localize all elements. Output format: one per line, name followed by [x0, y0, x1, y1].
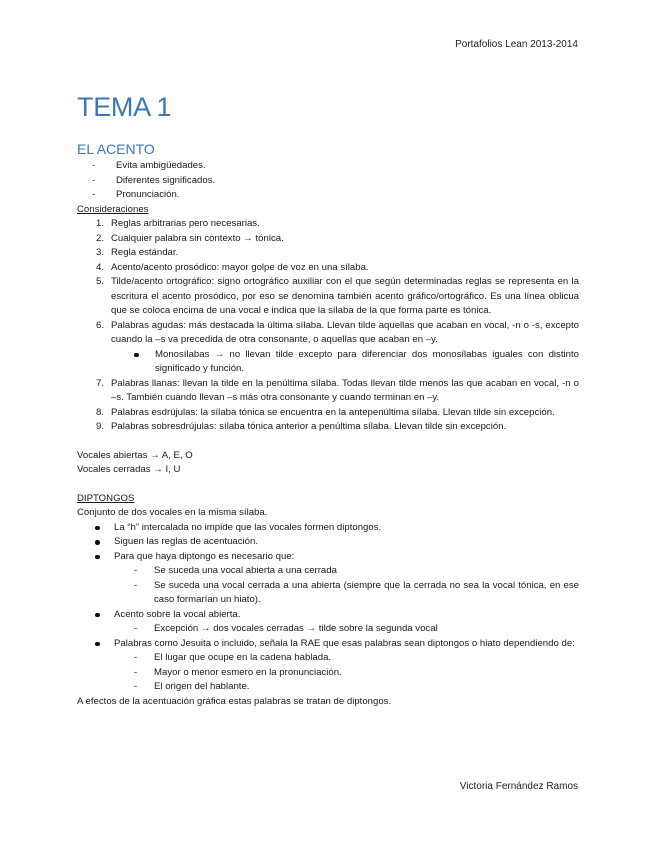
item-number: 7. — [96, 377, 105, 389]
list-item — [77, 217, 579, 232]
consideraciones-list-continued — [77, 377, 579, 435]
monosilabas-list — [77, 348, 579, 377]
item-text: Para que haya diptongo es necesario que: — [114, 550, 295, 562]
acento-list — [77, 159, 579, 203]
item-text: Palabras llanas: llevan la tilde en la penúltima sílaba. Todas llevan tilde menos las que acaban en vocal, -n o –s. También cuando llevan –s más otra consonante y cuando terminan en –y. — [111, 377, 579, 403]
list-item — [77, 275, 579, 319]
list-item — [77, 232, 579, 247]
page-title: TEMA 1 — [77, 92, 172, 122]
document-body — [77, 140, 579, 709]
vocales-abiertas: Vocales abiertas → A, E, O — [77, 449, 193, 461]
item-number: 9. — [96, 421, 105, 432]
list-item — [77, 406, 579, 421]
page-header: Portafolios Lean 2013-2014 — [455, 39, 578, 50]
conclusion: A efectos de la acentuación gráfica estas palabras se tratan de diptongos. — [77, 695, 392, 707]
list-item: La “h” intercalada no impide que las vocales formen diptongos. — [77, 521, 579, 536]
list-item: - Evita ambigüedades. — [77, 159, 579, 174]
consideraciones-list — [77, 217, 579, 348]
list-item: - Diferentes significados. — [77, 174, 579, 189]
list-item — [77, 261, 579, 276]
diptongos-intro: Conjunto de dos vocales en la misma sílaba. — [77, 507, 268, 518]
item-text: Palabras agudas: más destacada la última sílaba. Llevan tilde aquellas que acaban en vocal, -n o -s, excepto cuando la –s va precedida de otra consonante, o aquellas que acaban en –y. — [111, 319, 579, 345]
item-text: Acento/acento prosódico: mayor golpe de voz en una sílaba. — [111, 261, 369, 273]
list-item: Monosílabas → no llevan tilde excepto para diferenciar dos monosílabas iguales con distinto significado y función. — [77, 348, 579, 377]
consideraciones-heading: Consideraciones — [77, 203, 149, 215]
list-item — [77, 246, 579, 261]
item-number: 3. — [96, 247, 105, 258]
list-item — [77, 550, 579, 608]
list-item — [77, 319, 579, 348]
list-item: Siguen las reglas de acentuación. — [77, 535, 579, 550]
list-item: - Se suceda una vocal cerrada a una abierta (siempre que la cerrada no sea la vocal tónica, en ese caso formarían un hiato). — [77, 579, 579, 608]
diptongos-heading: DIPTONGOS — [77, 492, 135, 504]
list-item: - Pronunciación. — [77, 188, 579, 203]
item-text: Cualquier palabra sin contexto → tónica. — [111, 232, 284, 244]
list-item: - Mayor o menor esmero en la pronunciación. — [77, 666, 579, 681]
item-number: 2. — [96, 232, 105, 244]
list-item — [77, 377, 579, 406]
item-number: 8. — [96, 406, 105, 418]
sub-list — [77, 564, 579, 608]
item-number: 6. — [96, 319, 105, 331]
vocales-cerradas: Vocales cerradas → I, U — [77, 464, 181, 475]
list-item — [77, 608, 579, 637]
item-number: 5. — [96, 276, 105, 287]
item-number: 1. — [96, 218, 105, 229]
list-item: - Se suceda una vocal abierta a una cerrada — [77, 564, 579, 579]
item-text: Reglas arbitrarias pero necesarias. — [111, 218, 260, 229]
sub-list — [77, 651, 579, 695]
item-text: Acento sobre la vocal abierta. — [114, 608, 241, 620]
item-text: Tilde/acento ortográfico: signo ortográfico auxiliar con el que según determinadas reglas se representa en la escritura el acento prosódico, por eso se denomina también acento gráfico/ortográfico. Es una línea oblicua que se coloca encima de una vocal e indica que la sílaba de la que forma parte es tónica. — [111, 276, 579, 316]
sub-list — [77, 622, 579, 637]
list-item: - El origen del hablante. — [77, 680, 579, 695]
item-text: Palabras como Jesuita o incluido, señala la RAE que esas palabras sean diptongos o hiato dependiendo de: — [114, 637, 575, 649]
item-number: 4. — [96, 261, 105, 273]
list-item: - Excepción → dos vocales cerradas → tilde sobre la segunda vocal — [77, 622, 579, 637]
diptongos-list — [77, 521, 579, 695]
page-footer: Victoria Fernández Ramos — [459, 781, 578, 792]
item-text: Regla estándar. — [111, 247, 179, 258]
list-item — [77, 420, 579, 435]
section-title-acento: EL ACENTO — [77, 141, 155, 157]
item-text: Palabras esdrújulas: la sílaba tónica se encuentra en la antepenúltima sílaba. Llevan tilde sin excepción. — [111, 406, 555, 418]
list-item: - El lugar que ocupe en la cadena hablada. — [77, 651, 579, 666]
item-text: Palabras sobresdrújulas: sílaba tónica anterior a penúltima sílaba. Llevan tilde sin excepción. — [111, 421, 507, 432]
list-item — [77, 637, 579, 695]
